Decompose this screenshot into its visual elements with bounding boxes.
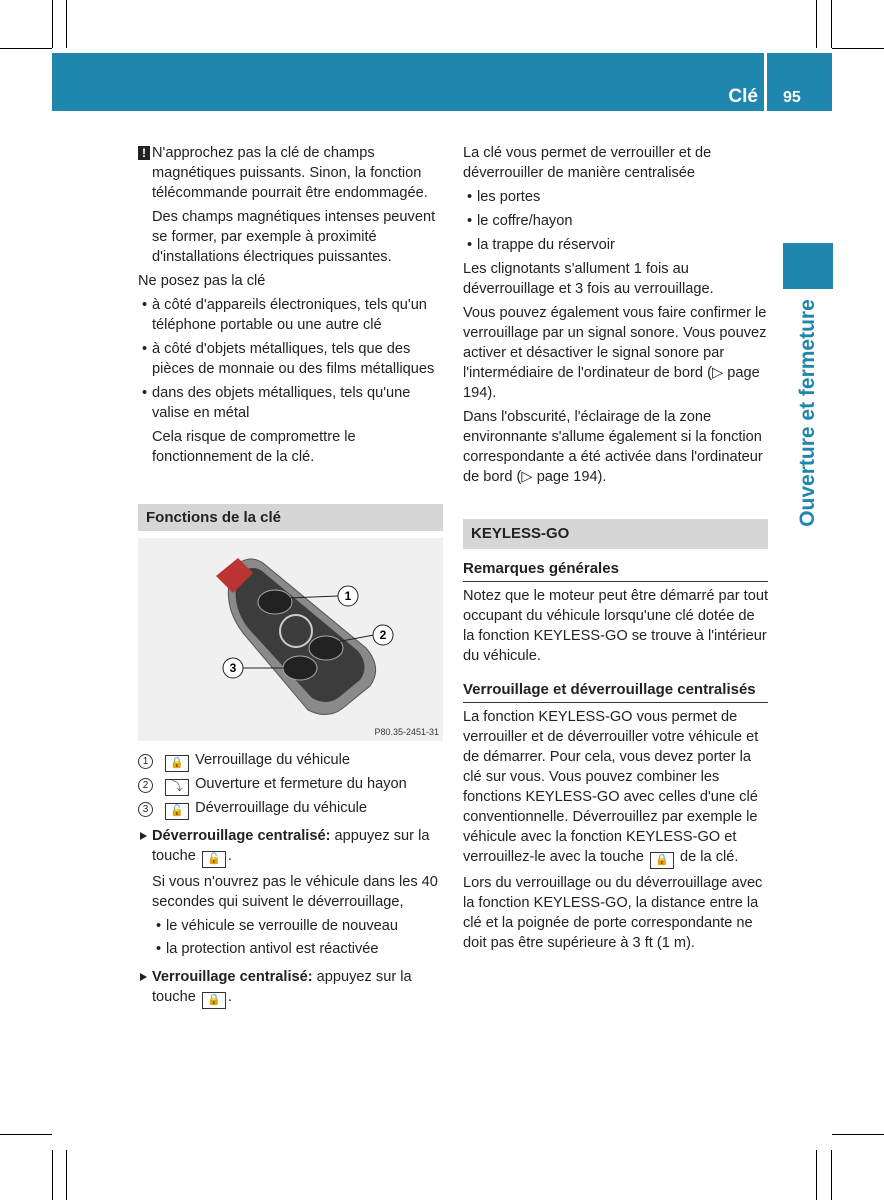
list-item: • le coffre/hayon <box>463 211 768 231</box>
paragraph: Dans l'obscurité, l'éclairage de la zone environnante s'allume également si la fonction correspondante a été activée dans l'ordinateur de bord (▷ page 194). <box>463 409 763 485</box>
list-item: • le véhicule se verrouille de nouveau <box>152 916 443 936</box>
warning-text: Des champs magnétiques intenses peuvent se former, par exemple à proximité d'installations électriques puissantes. <box>152 209 436 265</box>
paragraph: La clé vous permet de verrouiller et de déverrouiller de manière centralisée <box>463 145 712 181</box>
key-legend <box>138 748 443 1013</box>
legend-item <box>138 772 443 796</box>
legend-text: Déverrouillage du véhicule <box>195 800 368 816</box>
risk-note: Cela risque de compromettre le fonctionnement de la clé. <box>152 429 356 465</box>
legend-text: Ouverture et fermeture du hayon <box>195 776 407 792</box>
list-item: • les portes <box>463 187 768 207</box>
subsection-title: Remarques générales <box>463 559 768 582</box>
list-item: • la trappe du réservoir <box>463 235 768 255</box>
step-text: . <box>227 989 232 1005</box>
paragraph-text: La fonction KEYLESS-GO vous permet de verrouiller et de déverrouiller votre véhicule et de démarrer. Pour cela, vous devez porter la clé sur vous. Vous pouvez combiner les fonctions KEYLESS-GO avec celles d'une clé conventionnelle. Déverrouillez par exemple le véhicule avec la fonction KEYLESS-GO et verrouillez-le avec la touche <box>463 709 759 865</box>
lock-icon: 🔒 <box>202 992 226 1009</box>
callout-number: 1 <box>138 754 153 769</box>
unlock-note: Si vous n'ouvrez pas le véhicule dans les 40 secondes qui suivent le déverrouillage, <box>152 874 438 910</box>
warning-text: N'approchez pas la clé de champs magnétiques puissants. Sinon, la fonction télécommande pourrait être endommagée. <box>152 145 428 201</box>
subsection-title: Verrouillage et déverrouillage centralisés <box>463 680 768 703</box>
crop-mark <box>66 1150 67 1200</box>
step-text: . <box>227 848 232 864</box>
step-text: appuyez sur la touche <box>152 828 430 864</box>
paragraph <box>463 303 768 403</box>
side-tab <box>783 243 833 289</box>
crop-mark <box>0 1134 52 1135</box>
legend-item <box>138 748 443 772</box>
key-figure <box>138 538 443 741</box>
svg-text:3: 3 <box>229 661 237 675</box>
crop-mark <box>52 0 53 48</box>
lock-step <box>138 967 443 1009</box>
crop-mark <box>0 48 52 49</box>
paragraph: Lors du verrouillage ou du déverrouillage avec la fonction KEYLESS-GO, la distance entre la clé et la poignée de porte correspondante ne doit pas être supérieure à 3 ft (1 m). <box>463 875 763 951</box>
right-column <box>463 143 768 957</box>
header-divider <box>764 53 767 111</box>
step-label: Verrouillage centralisé: <box>152 969 313 985</box>
list-item: • à côté d'objets métalliques, tels que des pièces de monnaie ou des films métalliques <box>138 339 443 379</box>
callout-number: 2 <box>138 778 153 793</box>
paragraph: Notez que le moteur peut être démarré par tout occupant du véhicule lorsqu'une clé dotée de la fonction KEYLESS-GO se trouve à l'intérieur du véhicule. <box>463 588 769 664</box>
page-reference: (▷ page 194). <box>463 365 760 401</box>
crop-mark <box>832 1134 884 1135</box>
header-title: Clé <box>728 86 758 107</box>
left-column <box>138 143 443 471</box>
warning-block <box>138 143 443 267</box>
crop-mark <box>816 1150 817 1200</box>
crop-mark <box>832 48 884 49</box>
list-item: • à côté d'appareils électroniques, tels qu'un téléphone portable ou une autre clé <box>138 295 443 335</box>
unlock-step <box>138 826 443 868</box>
paragraph-text: de la clé. <box>680 849 739 865</box>
list-item: • dans des objets métalliques, tels qu'une valise en métal <box>138 383 443 423</box>
paragraph-text: Vous pouvez également vous faire confirmer le verrouillage par un signal sonore. Vous pouvez activer et désactiver le signal sonore par l'intermédiaire de l'ordinateur de bord <box>463 305 767 381</box>
section-title: Fonctions de la clé <box>138 504 443 531</box>
warning-icon: ! <box>138 146 150 160</box>
legend-item <box>138 796 443 820</box>
page-header <box>52 53 832 111</box>
callout-number: 3 <box>138 802 153 817</box>
legend-text: Verrouillage du véhicule <box>195 752 351 768</box>
intro-text: Ne posez pas la clé <box>138 273 266 289</box>
unlock-icon: 🔓 <box>165 803 189 820</box>
crop-mark <box>52 1150 53 1200</box>
key-fob-illustration <box>138 538 443 741</box>
crop-mark <box>66 0 67 48</box>
figure-code: P80.35-2451-31 <box>374 727 439 737</box>
paragraph <box>463 707 768 869</box>
step-text: appuyez sur la touche <box>152 969 412 1005</box>
tailgate-icon: ⤵ <box>165 779 189 796</box>
unlock-icon: 🔓 <box>202 851 226 868</box>
section-title: KEYLESS-GO <box>463 519 768 549</box>
step-label: Déverrouillage centralisé: <box>152 828 331 844</box>
crop-mark <box>831 0 832 48</box>
paragraph: Les clignotants s'allument 1 fois au déverrouillage et 3 fois au verrouillage. <box>463 261 714 297</box>
lock-icon: 🔒 <box>165 755 189 772</box>
crop-mark <box>816 0 817 48</box>
side-tab-label: Ouverture et fermeture <box>796 299 819 527</box>
svg-text:2: 2 <box>379 628 387 642</box>
lock-icon: 🔒 <box>650 852 674 869</box>
page-number: 95 <box>783 89 801 106</box>
crop-mark <box>831 1150 832 1200</box>
section-functions <box>138 504 443 531</box>
list-item: • la protection antivol est réactivée <box>152 939 443 959</box>
svg-text:1: 1 <box>344 589 352 603</box>
